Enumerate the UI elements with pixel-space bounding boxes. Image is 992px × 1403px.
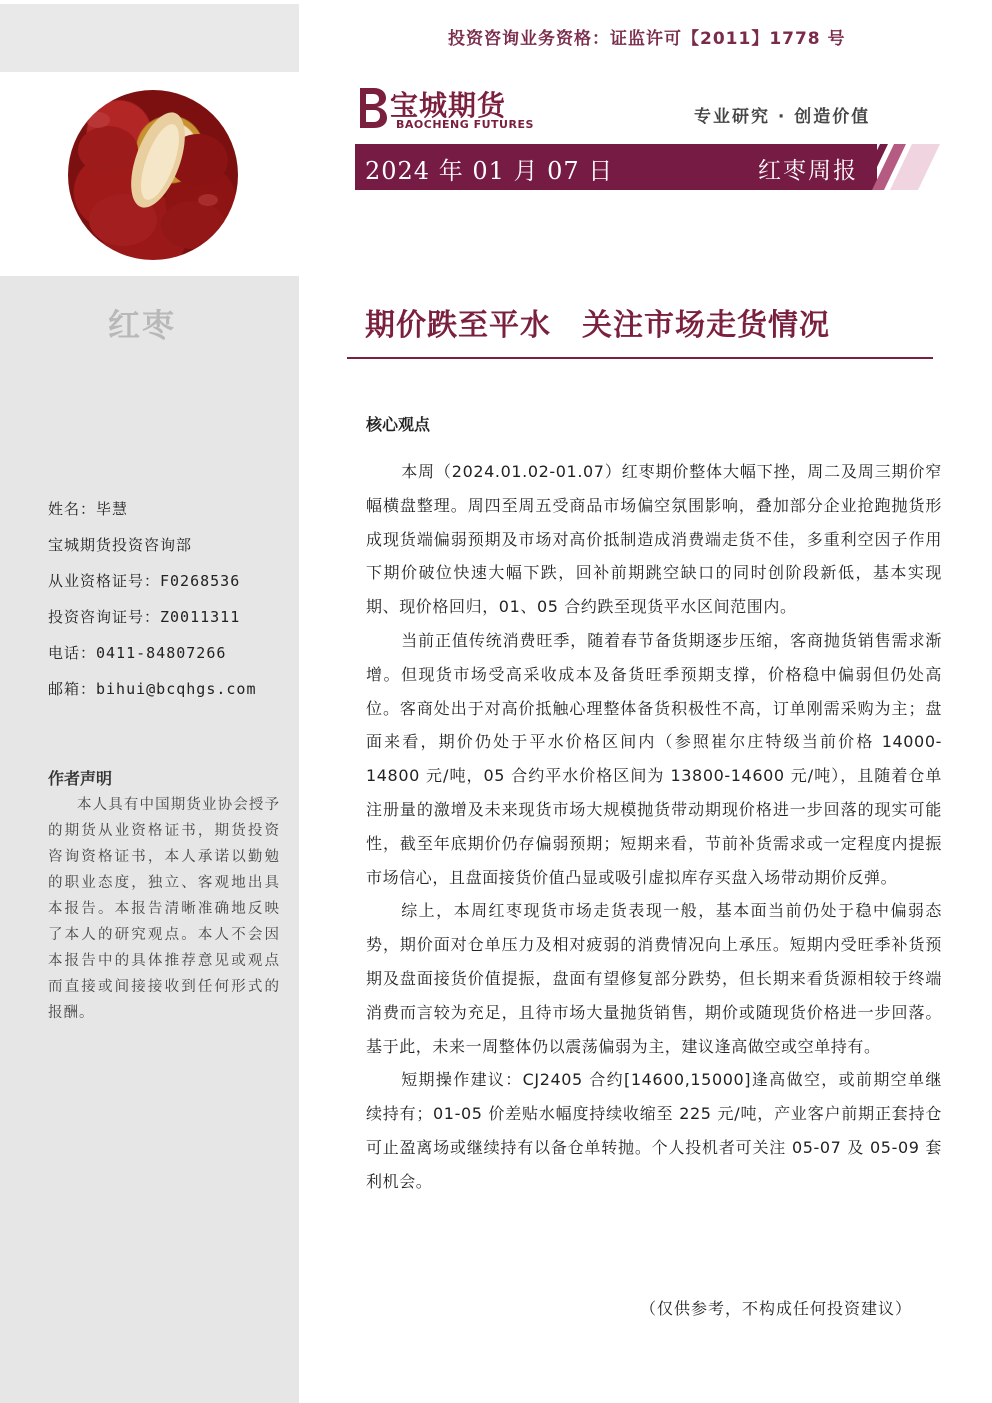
declaration-body: 本人具有中国期货业协会授予的期货从业资格证书，期货投资咨询资格证书，本人承诺以勤勉的职业态度，独立、客观地出具本报告。本报告清晰准确地反映了本人的研究观点。本人不会因本报告中的具体推荐意见或观点而直接或间接接收到任何形式的报酬。	[48, 797, 280, 1021]
analyst-name: 姓名：毕慧	[48, 500, 129, 518]
sidebar-top-block	[0, 4, 299, 72]
paragraph-trading-advice: 短期操作建议：CJ2405 合约[14600,15000]逢高做空，或前期空单继续持有；01-05 价差贴水幅度持续收缩至 225 元/吨，产业客户前期正套持仓可止盈离场或继续持有以备仓单转抛。个人投机者可关注 05-07 及 05-09 套利机会。	[366, 1070, 942, 1191]
qualification-number: 从业资格证号：F0268536	[48, 572, 241, 590]
consulting-number: 投资咨询证号：Z0011311	[48, 608, 241, 626]
paragraph-market-analysis: 当前正值传统消费旺季，随着春节备货期逐步压缩，客商抛货销售需求渐增。但现货市场受高采收成本及备货旺季预期支撑，价格稳中偏弱但仍处高位。客商处出于对高价抵触心理整体备货积极性不高，订单刚需采购为主；盘面来看，期价仍处于平水价格区间内（参照崔尔庄特级当前价格 14000-14800 元/吨，05 合约平水价格区间为 13800-14600 元/吨），且随着仓单注册量的激增及未来现货市场大规模抛货带动期现价格进一步回落的现实可能性，截至年底期价仍存偏弱预期；短期来看，节前补货需求或一定程度内提振市场信心，且盘面接货价值凸显或吸引虚拟库存买盘入场带动期价反弹。	[366, 630, 942, 887]
headline-divider	[347, 357, 933, 359]
declaration-title: 作者声明	[48, 769, 113, 788]
jujube-photo	[68, 90, 238, 260]
license-text: 投资咨询业务资格：证监许可【2011】1778 号	[448, 29, 846, 49]
slogan: 专业研究 · 创造价值	[694, 107, 871, 127]
baocheng-logo-icon	[354, 84, 388, 130]
logo-text-en: BAOCHENG FUTURES	[396, 118, 534, 131]
disclaimer: （仅供参考，不构成任何投资建议）	[640, 1299, 913, 1318]
paragraph-weekly-review: 本周（2024.01.02-01.07）红枣期价整体大幅下挫，周二及周三期价窄幅横盘整理。周四至周五受商品市场偏空氛围影响，叠加部分企业抢跑抛货形成现货端偏弱预期及市场对高价抵制造成消费端走货不佳，多重利空因子作用下期价破位快速大幅下跌，回补前期跳空缺口的同时创阶段新低，基本实现期、现价格回归，01、05 合约跌至现货平水区间范围内。	[366, 462, 942, 617]
report-date: 2024 年 01 月 07 日	[365, 157, 614, 185]
core-view-title: 核心观点	[366, 415, 431, 434]
department: 宝城期货投资咨询部	[48, 536, 193, 554]
report-body	[366, 455, 942, 1199]
report-type: 红枣周报	[758, 158, 858, 184]
banner-stripes-decoration	[858, 144, 940, 190]
commodity-title: 红枣	[108, 306, 177, 344]
logo-text-cn: 宝城期货	[390, 89, 507, 122]
headline: 期价跌至平水 关注市场走货情况	[365, 308, 830, 343]
phone: 电话：0411-84807266	[48, 644, 227, 662]
paragraph-summary: 综上，本周红枣现货市场走货表现一般，基本面当前仍处于稳中偏弱态势，期价面对仓单压力及相对疲弱的消费情况向上承压。短期内受旺季补货预期及盘面接货价值提振，盘面有望修复部分跌势，但长期来看货源相较于终端消费而言较为充足，且待市场大量抛货销售，期价或随现货价格进一步回落。基于此，未来一周整体仍以震荡偏弱为主，建议逢高做空或空单持有。	[366, 901, 942, 1056]
email: 邮箱：bihui@bcqhgs.com	[48, 680, 257, 698]
